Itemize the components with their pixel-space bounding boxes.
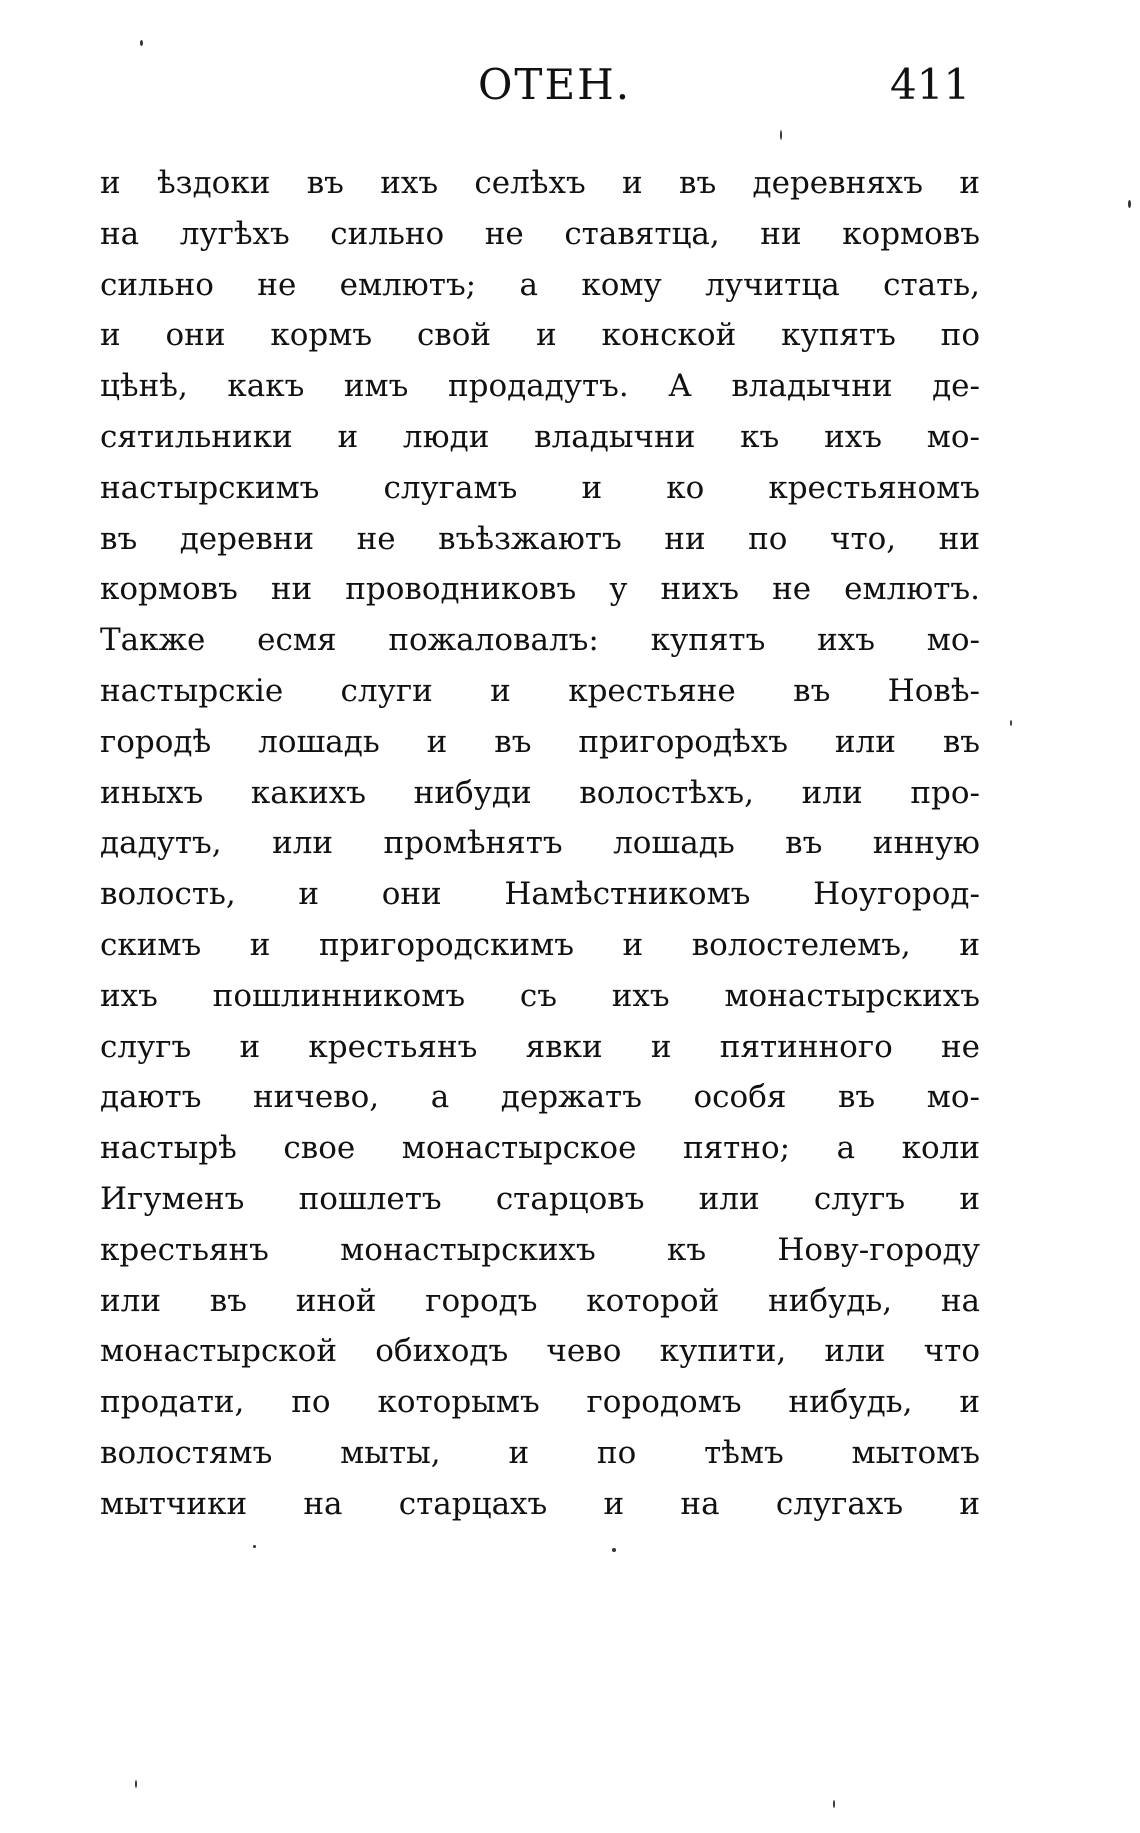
text-line: и ѣздоки въ ихъ селѣхъ и въ деревняхъ и (100, 165, 980, 201)
text-line: сятильники и люди владычни къ ихъ мо- (100, 418, 980, 455)
text-line: въ деревни не въѣзжаютъ ни по что, ни (100, 520, 980, 557)
scan-speck (612, 1548, 616, 1552)
text-line: и они кормъ свой и конской купятъ по (100, 317, 980, 354)
text-line: кормовъ ни проводниковъ у нихъ не емлютъ. (100, 571, 980, 608)
scan-speck (135, 1780, 137, 1788)
text-line: или въ иной городъ которой нибудь, на (100, 1282, 980, 1319)
text-line: иныхъ какихъ нибуди волостѣхъ, или про- (100, 774, 980, 811)
text-line: слугъ и крестьянъ явки и пятинного не (100, 1028, 980, 1065)
text-line: дадутъ, или промѣнятъ лошадь въ инную (100, 825, 980, 862)
text-line: сильно не емлютъ; а кому лучитца стать, (100, 266, 980, 303)
page-header (0, 60, 1140, 120)
text-line: на лугѣхъ сильно не ставятца, ни кормовъ (100, 215, 980, 252)
text-line: монастырской обиходъ чево купити, или что (100, 1333, 980, 1370)
scan-speck (1128, 200, 1131, 208)
page-number: 411 (890, 60, 971, 109)
text-line: скимъ и пригородскимъ и волостелемъ, и (100, 926, 980, 963)
body-text (100, 158, 980, 1530)
text-line: Также есмя пожаловалъ: купятъ ихъ мо- (100, 622, 980, 659)
text-line: Игуменъ пошлетъ старцовъ или слугъ и (100, 1180, 980, 1217)
text-line: городѣ лошадь и въ пригородѣхъ или въ (100, 723, 980, 760)
text-line: настырскіе слуги и крестьяне въ Новѣ- (100, 672, 980, 709)
text-line: настырскимъ слугамъ и ко крестьяномъ (100, 469, 980, 506)
text-line: настырѣ свое монастырское пятно; а коли (100, 1130, 980, 1167)
text-line: ихъ пошлинникомъ съ ихъ монастырскихъ (100, 977, 980, 1014)
text-line: продати, по которымъ городомъ нибудь, и (100, 1384, 980, 1421)
scan-speck (1010, 720, 1012, 726)
text-line: даютъ ничево, а держатъ особя въ мо- (100, 1079, 980, 1116)
running-head: ОТЕН. (478, 60, 632, 109)
text-line: цѣнѣ, какъ имъ продадутъ. А владычни де- (100, 368, 980, 405)
text-line: мытчики на старцахъ и на слугахъ и (100, 1485, 980, 1522)
text-line: крестьянъ монастырскихъ къ Нову-городу (100, 1231, 980, 1268)
scan-speck (780, 130, 782, 140)
text-line: волость, и они Намѣстникомъ Ноугород- (100, 876, 980, 913)
text-line: волостямъ мыты, и по тѣмъ мытомъ (100, 1434, 980, 1471)
scan-speck (253, 1545, 256, 1548)
scan-speck (140, 40, 143, 46)
scan-speck (833, 1800, 835, 1808)
